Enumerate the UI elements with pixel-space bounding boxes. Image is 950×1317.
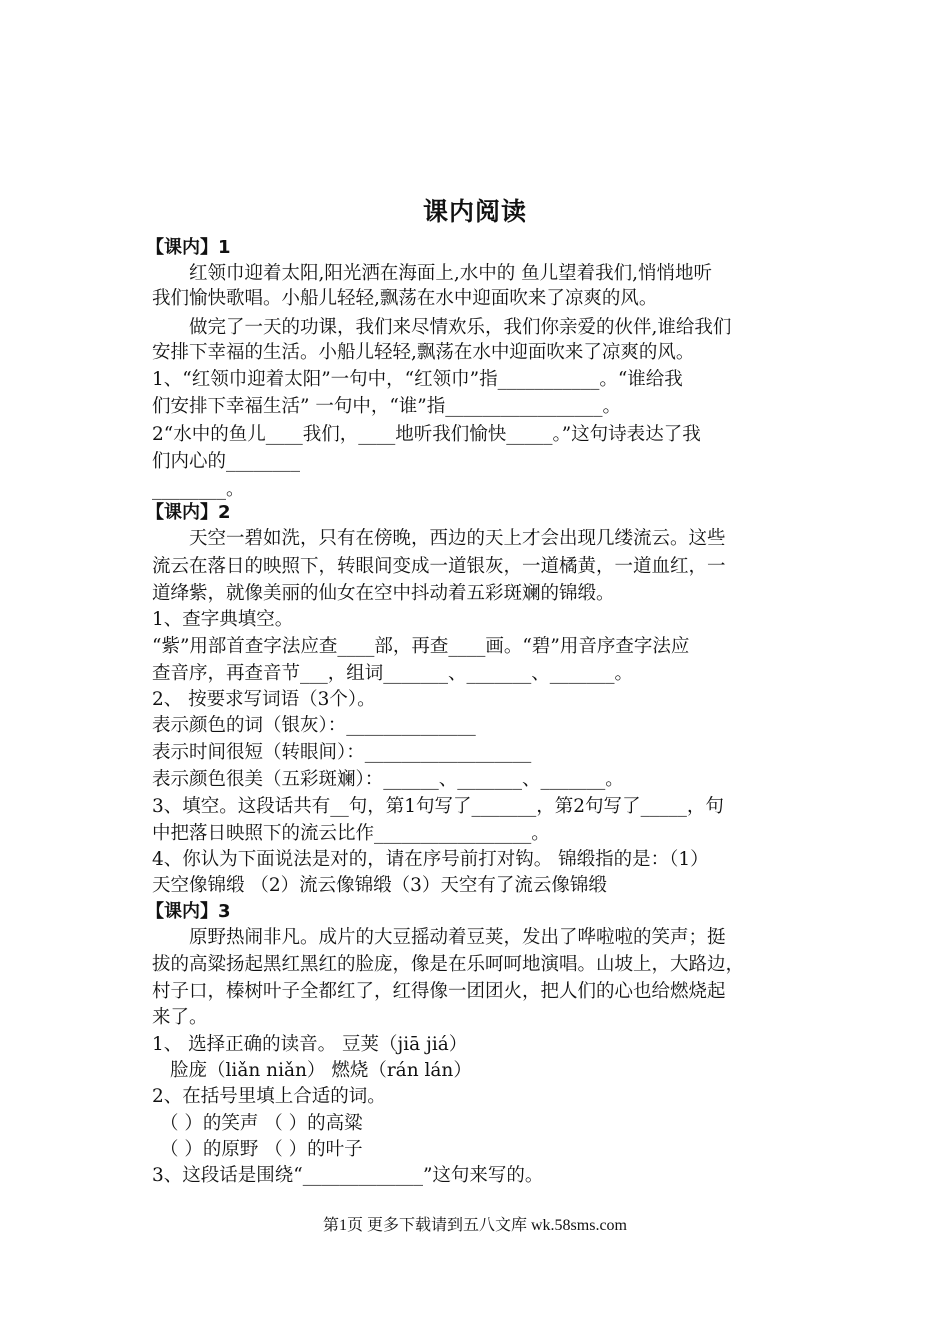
s2-question-3: 3、填空。这段话共有__句，第1句写了_______，第2句写了_____，句	[152, 796, 724, 817]
s2-question-1-line: “紫”用部首查字法应查____部，再查____画。“碧”用音序查字法应	[152, 636, 690, 657]
s1-question-1-cont: 们安排下幸福生活” 一句中，“谁”指_________________。	[152, 396, 622, 417]
s3-question-1-cont: 脸庞（liǎn niǎn） 燃烧（rán lán）	[170, 1060, 472, 1081]
s2-paragraph-line: 流云在落日的映照下，转眼间变成一道银灰，一道橘黄，一道血红，一	[152, 556, 726, 577]
s3-paragraph-line: 来了。	[152, 1007, 208, 1028]
s2-question-2-line: 表示颜色的词（银灰）：______________	[152, 715, 476, 736]
s3-question-2-line: （ ）的笑声 （ ）的高粱	[160, 1113, 363, 1134]
s3-question-3: 3、这段话是围绕“_____________”这句来写的。	[152, 1165, 544, 1186]
s1-paragraph-line: 我们愉快歌唱。小船儿轻轻,飘荡在水中迎面吹来了凉爽的风。	[152, 288, 658, 309]
s2-question-1: 1、查字典填空。	[152, 609, 294, 630]
s2-paragraph-line: 天空一碧如洗，只有在傍晚，西边的天上才会出现几缕流云。这些	[189, 528, 726, 549]
s2-question-4-cont: 天空像锦缎 （2）流云像锦缎（3）天空有了流云像锦缎	[152, 875, 607, 896]
s2-question-4: 4、你认为下面说法是对的，请在序号前打对钩。 锦缎指的是：（1）	[152, 849, 709, 870]
section-2-header: 【课内】2	[146, 502, 231, 523]
page-title: 课内阅读	[422, 197, 527, 226]
s2-question-3-cont: 中把落日映照下的流云比作_________________。	[152, 823, 550, 844]
s2-question-2-line: 表示颜色很美（五彩斑斓）：______、_______、_______。	[152, 769, 624, 790]
s1-question-2-blank: ________。	[152, 479, 245, 500]
s3-question-2-line: （ ）的原野 （ ）的叶子	[160, 1139, 363, 1160]
section-1-header: 【课内】1	[146, 237, 231, 258]
s1-paragraph-line: 做完了一天的功课，我们来尽情欢乐，我们你亲爱的伙伴,谁给我们	[189, 317, 732, 338]
page-footer: 第1页 更多下载请到五八文库 wk.58sms.com	[322, 1217, 627, 1234]
s1-question-2: 2“水中的鱼儿____我们，____地听我们愉快_____。”这句诗表达了我	[152, 424, 701, 445]
section-3-header: 【课内】3	[146, 901, 231, 922]
s3-question-1: 1、 选择正确的读音。 豆荚（jiā jiá）	[152, 1034, 468, 1055]
s2-paragraph-line: 道绛紫，就像美丽的仙女在空中抖动着五彩斑斓的锦缎。	[152, 583, 615, 604]
s1-question-2-cont: 们内心的________	[152, 451, 301, 472]
s2-question-2-line: 表示时间很短（转眼间）：__________________	[152, 742, 532, 763]
s3-paragraph-line: 拔的高粱扬起黑红黑红的脸庞，像是在乐呵呵地演唱。山坡上，大路边，	[152, 954, 745, 975]
s2-question-1-line: 查音序，再查音节___，组词_______、_______、_______。	[152, 663, 634, 684]
s1-question-1: 1、“红领巾迎着太阳”一句中，“红领巾”指___________。“谁给我	[152, 369, 683, 390]
s3-question-2: 2、在括号里填上合适的词。	[152, 1086, 386, 1107]
s2-question-2: 2、 按要求写词语（3个）。	[152, 689, 376, 710]
s1-paragraph-line: 红领巾迎着太阳,阳光洒在海面上,水中的 鱼儿望着我们,悄悄地听	[189, 263, 713, 284]
s1-paragraph-line: 安排下幸福的生活。小船儿轻轻,飘荡在水中迎面吹来了凉爽的风。	[152, 342, 695, 363]
s3-paragraph-line: 村子口，榛树叶子全都红了，红得像一团团火，把人们的心也给燃烧起	[152, 981, 726, 1002]
s3-paragraph-line: 原野热闹非凡。成片的大豆摇动着豆荚，发出了哗啦啦的笑声；挺	[189, 927, 726, 948]
